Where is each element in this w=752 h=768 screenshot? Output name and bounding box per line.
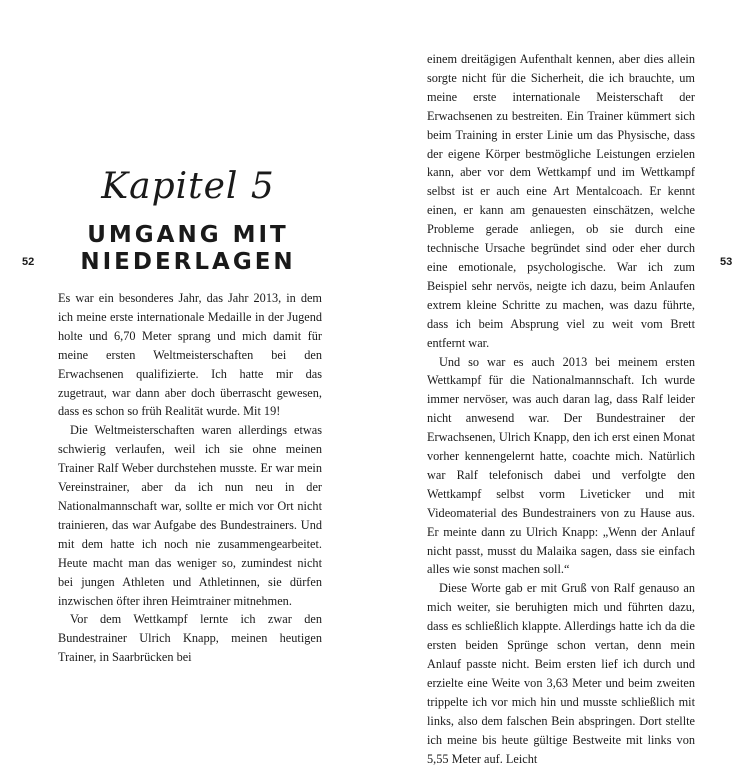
paragraph: Die Weltmeisterschaften waren allerdings etwas schwierig verlaufen, weil ich sie ohne meinen Trainer Ralf Weber durchstehen musste. Er war mein Vereinstrainer, aber da ich nun neu in der Nationalmannschaft war, sollte er mich vor Ort nicht trainieren, das war Aufgabe des Bundestrainers. Und mit dem hatte ich noch nie zusammengearbeitet. Heute macht man das weniger so, zumindest nicht bei jungen Athleten und Athletinnen, sie dürfen inzwischen öfter ihren Heimtrainer mitnehmen. xyxy=(58,423,322,608)
paragraph: Und so war es auch 2013 bei meinem ersten Wettkampf für die Nationalmannschaft. Ich wurde immer nervöser, was auch daran lag, dass Ralf leider nicht anwesend war. Der Bundestrainer der Erwachsenen, Ulrich Knapp, den ich erst einen Monat vorher kennengelernt hatte, coachte mich. Natürlich war Ralf telefonisch dabei und verfolgte den Wettkampf selbst vorm Liveticker und mit Videomaterial des Bundestrainers von zu Hause aus. Er meinte dann zu Ulrich Knapp: „Wenn der Anlauf nicht passt, musst du Malaika sagen, dass sie einfach alles wie sonst machen soll.“ xyxy=(427,354,695,577)
left-page xyxy=(0,0,376,665)
paragraph: Diese Worte gab er mit Gruß von Ralf genauso an mich weiter, sie beruhigten mich und führten dazu, dass es schließlich klappte. Allerdings hatte ich da die ersten beiden Sprünge schon vertan, denn mein Anlauf passte nicht. Beim ersten lief ich durch und erzielte eine Weite von 3,63 Meter und beim zweiten trippelte ich vor mich hin und musste schließlich mit links, also dem falschen Bein abspringen. Dort stellte ich meine bis heute gültige Bestweite mit links von 5,55 Meter auf. Leicht xyxy=(427,581,695,766)
paragraph: einem dreitägigen Aufenthalt kennen, aber dies allein sorgte nicht für die Sicherheit, die ich brauchte, um meine erste internationale Meisterschaft der Erwachsenen zu bestreiten. Ein Trainer kümmert sich beim Training in erster Linie um das Physische, dass der eigene Körper bestmögliche Leistungen erzielen kann, aber vor dem Wettkampf und im Wettkampf selbst ist er auch eine Art Mentalcoach. Er kennt einen, er kann am genauesten einschätzen, welche Probleme gerade anliegen, ob sie durch eine technische Ursache begründet sind oder eher durch eine emotionale, psychologische. War ich zum Beispiel sehr nervös, neigte ich dazu, beim Anlaufen extrem kleine Schritte zu machen, was dazu führte, dass ich beim Absprung viel zu weit vom Brett entfernt war. xyxy=(427,52,695,350)
page-number-right: 53 xyxy=(720,256,733,268)
left-body-text xyxy=(58,289,322,667)
page-number-left: 52 xyxy=(22,256,35,268)
chapter-label: Kapitel 5 xyxy=(101,166,275,207)
paragraph: Es war ein besonderes Jahr, das Jahr 2013, in dem ich meine erste internationale Medaille in der Jugend holte und 6,70 Meter sprang und mich damit für meine ersten Weltmeisterschaften bei den Erwachsenen qualifizierte. Ich hatte mir das zugetraut, war dann aber doch überrascht gewesen, dass es schon so früh Realität wurde. Mit 19! xyxy=(58,291,322,419)
right-body-text xyxy=(427,50,695,768)
paragraph: Vor dem Wettkampf lernte ich zwar den Bundestrainer Ulrich Knapp, meinen heutigen Trainer, in Saarbrücken bei xyxy=(58,612,322,665)
chapter-title: UMGANG MIT NIEDERLAGEN xyxy=(80,222,296,275)
